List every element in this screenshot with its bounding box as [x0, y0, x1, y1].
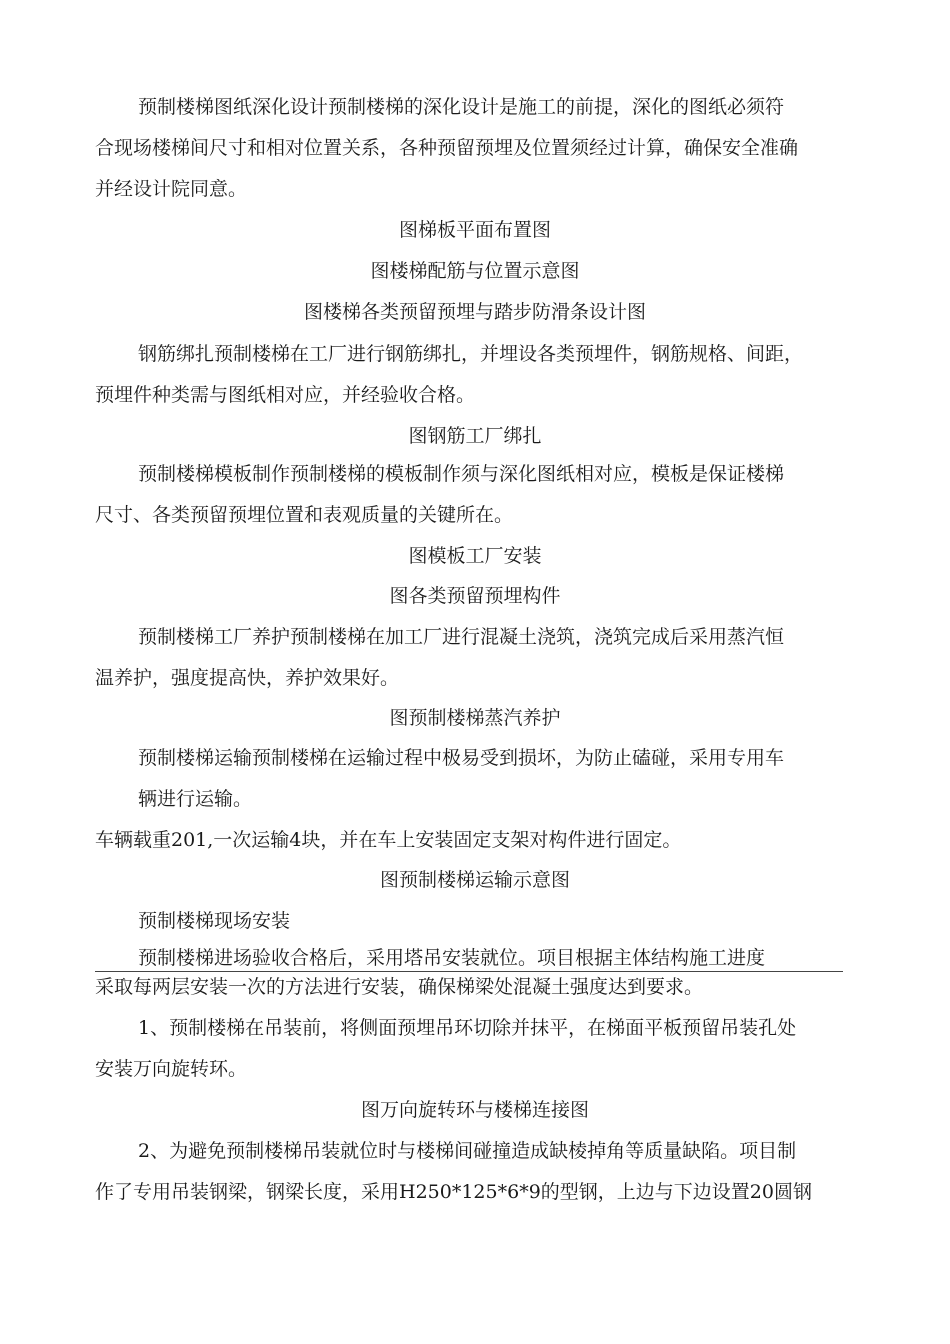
figure-caption: 图预制楼梯蒸汽养护: [389, 707, 561, 729]
paragraph-line: 1、预制楼梯在吊装前，将侧面预埋吊环切除并抹平，在梯面平板预留吊装孔处: [138, 1017, 797, 1039]
figure-caption: 图楼梯配筋与位置示意图: [370, 260, 580, 282]
paragraph-line: 尺寸、各类预留预埋位置和表观质量的关键所在。: [95, 504, 514, 526]
figure-caption: 图万向旋转环与楼梯连接图: [360, 1099, 589, 1121]
paragraph-line: 采取每两层安装一次的方法进行安装，确保梯梁处混凝土强度达到要求。: [95, 976, 704, 998]
paragraph-line: 预制楼梯模板制作预制楼梯的模板制作须与深化图纸相对应，模板是保证楼梯: [138, 463, 785, 485]
paragraph-line: 预制楼梯工厂养护预制楼梯在加工厂进行混凝土浇筑，浇筑完成后采用蒸汽恒: [138, 626, 785, 648]
figure-caption: 图楼梯各类预留预埋与踏步防滑条设计图: [303, 301, 646, 323]
figure-caption: 图各类预留预埋构件: [389, 585, 561, 607]
paragraph-line: 预制楼梯进场验收合格后，采用塔吊安装就位。项目根据主体结构施工进度: [138, 947, 766, 969]
paragraph-line: 安装万向旋转环。: [95, 1058, 248, 1080]
figure-caption: 图预制楼梯运输示意图: [379, 869, 570, 891]
paragraph-line: 预制楼梯运输预制楼梯在运输过程中极易受到损坏，为防止磕碰，采用专用车: [138, 747, 785, 769]
paragraph-line: 车辆载重201,一次运输4块，并在车上安装固定支架对构件进行固定。: [95, 829, 682, 851]
paragraph-line: 并经设计院同意。: [95, 178, 248, 200]
paragraph-line: 合现场楼梯间尺寸和相对位置关系，各种预留预埋及位置须经过计算，确保安全准确: [95, 137, 799, 159]
horizontal-rule: [95, 971, 843, 972]
figure-caption: 图钢筋工厂绑扎: [408, 425, 542, 447]
paragraph-line: 预制楼梯图纸深化设计预制楼梯的深化设计是施工的前提，深化的图纸必须符: [138, 96, 785, 118]
figure-caption: 图模板工厂安装: [408, 545, 542, 567]
paragraph-line: 钢筋绑扎预制楼梯在工厂进行钢筋绑扎，并埋设各类预埋件，钢筋规格、间距，: [138, 343, 804, 365]
figure-caption: 图梯板平面布置图: [398, 219, 551, 241]
paragraph-line: 预埋件种类需与图纸相对应，并经验收合格。: [95, 384, 476, 406]
paragraph-line: 温养护，强度提高快，养护效果好。: [95, 667, 400, 689]
paragraph-line: 2、为避免预制楼梯吊装就位时与楼梯间碰撞造成缺棱掉角等质量缺陷。项目制: [138, 1140, 797, 1162]
paragraph-line: 辆进行运输。: [138, 788, 253, 810]
paragraph-line: 作了专用吊装钢梁，钢梁长度，采用H250*125*6*9的型钢，上边与下边设置20圆钢: [95, 1181, 812, 1203]
section-heading: 预制楼梯现场安装: [138, 910, 291, 932]
